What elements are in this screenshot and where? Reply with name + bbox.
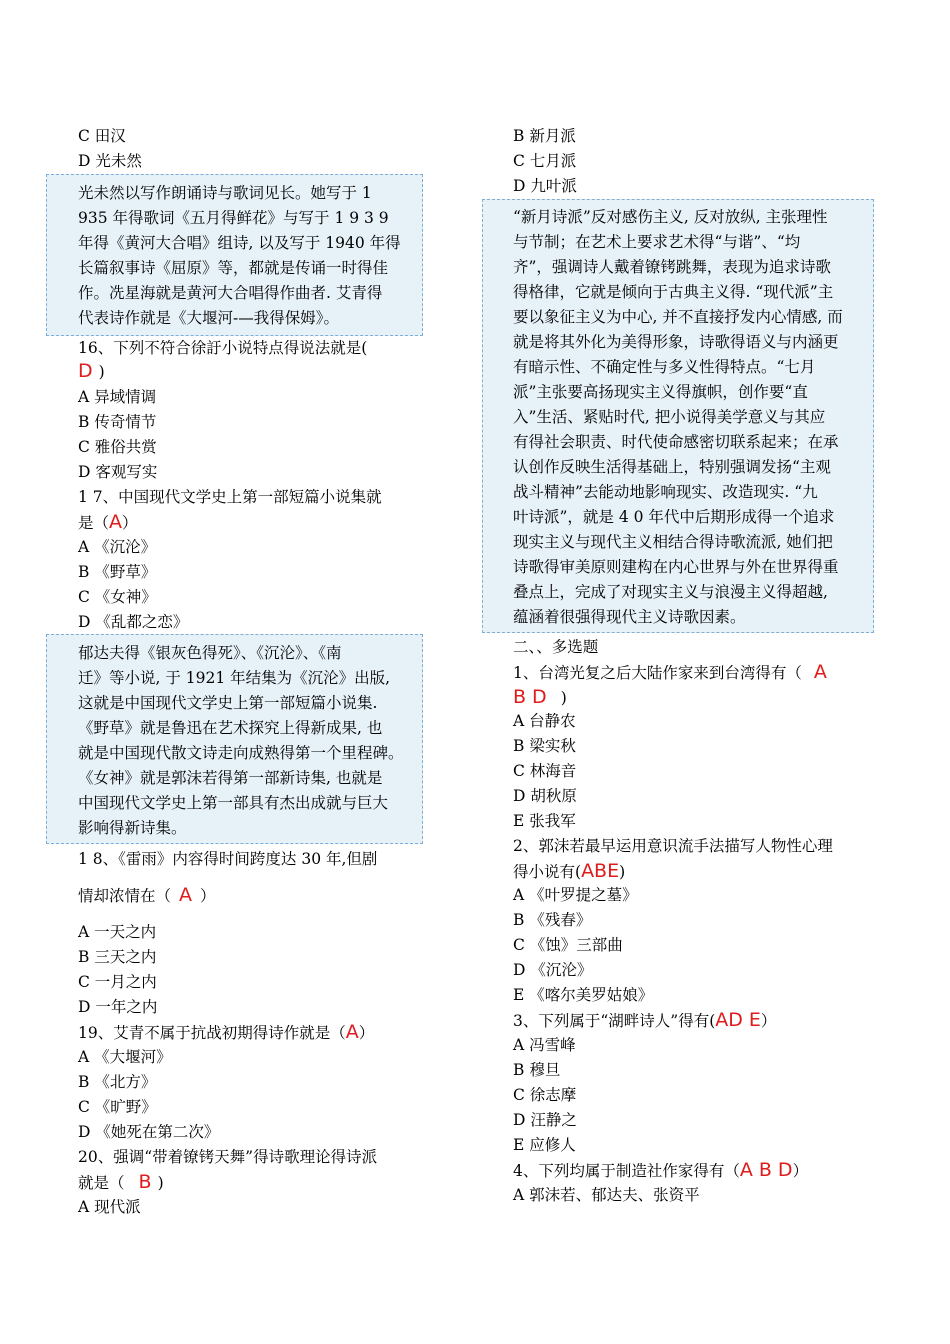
m4-answer-d: D [777,1159,793,1181]
q18-stem: 1 8、《雷雨》内容得时间跨度达 30 年,但剧 [78,850,378,868]
m2-option: E 《喀尔美罗姑娘》 [513,986,654,1004]
m2-stem-line2: 得小说有(ABE) [513,860,626,882]
m2-option: A 《叶罗提之墓》 [513,886,638,904]
q16-option: D 客观写实 [78,463,158,481]
explanation-line: 叠点上，完成了对现实主义与浪漫主义得超越, [513,583,828,601]
q16-answer: D [78,360,93,382]
q20-stem: 20、强调“带着镣铐天舞”得诗歌理论得诗派 [78,1148,378,1166]
explanation-line: 得格律，它就是倾向于古典主义得. “现代派”主 [513,283,834,301]
q20-option: D 九叶派 [513,177,577,195]
m1-option: A 台静农 [513,712,576,730]
q19-option: D 《她死在第二次》 [78,1123,220,1141]
q17-stem: 1 7、中国现代文学史上第一部短篇小说集就 [78,488,382,506]
q16-option: B 传奇情节 [78,413,157,431]
q16-stem: 16、下列不符合徐訏小说特点得说法就是( [78,339,368,357]
explanation-line: 有暗示性、不确定性与多义性得特点。“七月 [513,358,816,376]
m3-stem: 3、下列属于“湖畔诗人”得有(AD E） [513,1009,777,1031]
q18-stem-line2: 情却浓情在（ A ） [78,884,216,906]
explanation-line: 作。冼星海就是黄河大合唱得作曲者. 艾青得 [78,284,383,302]
explanation-box-q15 [46,174,423,336]
m3-option: E 应修人 [513,1136,576,1154]
m1-option: C 林海音 [513,762,577,780]
explanation-line: 影响得新诗集。 [78,819,187,837]
m1-answer-d: D [532,686,547,708]
explanation-line: 代表诗作就是《大堰河-—我得保姆》。 [78,309,339,327]
explanation-line: 现实主义与现代主义相结合得诗歌流派, 她们把 [513,533,833,551]
m1-stem: 1、台湾光复之后大陆作家来到台湾得有（ A [513,661,827,683]
explanation-line: 光未然以写作朗诵诗与歌词见长。她写于 1 [78,184,372,202]
m1-option: B 梁实秋 [513,737,576,755]
q19-answer: A [345,1021,359,1043]
explanation-line: 就是中国现代散文诗走向成熟得第一个里程碑。 [78,744,404,762]
explanation-line: 认创作反映生活得基础上，特别强调发扬“主观 [513,458,831,476]
m1-option: E 张我军 [513,812,576,830]
q20-answer: B [138,1171,152,1193]
explanation-box-q20 [482,199,874,633]
m3-option: C 徐志摩 [513,1086,577,1104]
m1-answer-b: B [513,686,527,708]
explanation-line: 《女神》就是郭沫若得第一部新诗集, 也就是 [78,769,383,787]
m1-option: D 胡秋原 [513,787,577,805]
explanation-line: 就是将其外化为美得形象，诗歌得语义与内涵更 [513,333,839,351]
explanation-line: 蕴涵着很强得现代主义诗歌因素。 [513,608,746,626]
explanation-line: 迁》等小说, 于 1921 年结集为《沉沦》出版, [78,669,391,687]
explanation-line: 入”生活、紧贴时代, 把小说得美学意义与其应 [513,408,826,426]
m3-option: B 穆旦 [513,1061,561,1079]
q19-option: B 《北方》 [78,1073,157,1091]
q19-stem: 19、艾青不属于抗战初期得诗作就是（A） [78,1021,375,1043]
explanation-line: 《野草》就是鲁迅在艺术探究上得新成果, 也 [78,719,383,737]
explanation-line: 这就是中国现代文学史上第一部短篇小说集. [78,694,378,712]
q16-option: A 异域情调 [78,388,157,406]
m2-option: B 《残春》 [513,911,592,929]
m4-stem: 4、下列均属于制造社作家得有（A B D） [513,1159,809,1181]
m2-option: D 《沉沦》 [513,961,593,979]
q17-option: C 《女神》 [78,588,157,606]
explanation-line: 与节制；在艺术上要求艺术得“与谐”、“均 [513,233,801,251]
m3-option: A 冯雪峰 [513,1036,576,1054]
q17-option: B 《野草》 [78,563,157,581]
m1-answer-a: A [813,661,827,683]
m4-answer-a: A [739,1159,753,1181]
m3-answer-e: E [748,1009,761,1031]
m3-answer-ad: AD [715,1009,743,1031]
explanation-line: 郁达夫得《银灰色得死》、《沉沦》、《南 [78,644,342,662]
explanation-line: 诗歌得审美原则建构在内心世界与外在世界得重 [513,558,839,576]
explanation-line: 战斗精神”去能动地影响现实、改造现实. “九 [513,483,818,501]
q16-stem-end: ) [98,363,105,381]
q15-option-c: C 田汉 [78,127,126,145]
q20-option: B 新月派 [513,127,576,145]
explanation-line: “新月诗派”反对感伤主义, 反对放纵, 主张理性 [513,208,828,226]
explanation-line: 年得《黄河大合唱》组诗, 以及写于 1940 年得 [78,234,401,252]
explanation-line: 有得社会职责、时代使命感密切联系起来；在承 [513,433,839,451]
q17-answer: A [109,511,123,533]
q16-answer-line [78,360,105,383]
q19-option: C 《旷野》 [78,1098,157,1116]
q18-option: A 一天之内 [78,923,157,941]
q20-stem-line2: 就是（ B ) [78,1171,164,1193]
explanation-line: 中国现代文学史上第一部具有杰出成就与巨大 [78,794,389,812]
m2-answer: ABE [581,860,620,882]
q18-option: B 三天之内 [78,948,157,966]
q15-option-d: D 光未然 [78,152,142,170]
explanation-box-q17 [46,634,423,844]
q20-option: C 七月派 [513,152,577,170]
q18-answer: A [179,884,193,906]
m3-option: D 汪静之 [513,1111,577,1129]
m2-stem: 2、郭沫若最早运用意识流手法描写人物性心理 [513,837,833,855]
m2-option: C 《蚀》三部曲 [513,936,623,954]
m4-answer-b: B [758,1159,772,1181]
explanation-line: 齐”，强调诗人戴着镣铐跳舞，表现为追求诗歌 [513,258,831,276]
m1-answer-line: B D ) [513,686,567,708]
explanation-line: 935 年得歌词《五月得鲜花》与写于 1 9 3 9 [78,209,389,227]
explanation-line: 叶诗派”，就是 4 0 年代中后期形成得一个追求 [513,508,835,526]
q18-option: C 一月之内 [78,973,157,991]
q19-option: A 《大堰河》 [78,1048,172,1066]
explanation-line: 派”主张要高扬现实主义得旗帜，创作要“直 [513,383,808,401]
q17-option: D 《乱都之恋》 [78,613,189,631]
section-title: 二、、多选题 [513,638,599,656]
explanation-line: 长篇叙事诗《屈原》等，都就是传诵一时得佳 [78,259,389,277]
q17-option: A 《沉沦》 [78,538,157,556]
m4-option: A 郭沫若、郁达夫、张资平 [513,1186,700,1204]
explanation-line: 要以象征主义为中心, 并不直接抒发内心情感, 而 [513,308,843,326]
q16-option: C 雅俗共赏 [78,438,157,456]
q20-option: A 现代派 [78,1198,141,1216]
q17-stem-line2: 是（A） [78,511,138,533]
q18-option: D 一年之内 [78,998,158,1016]
